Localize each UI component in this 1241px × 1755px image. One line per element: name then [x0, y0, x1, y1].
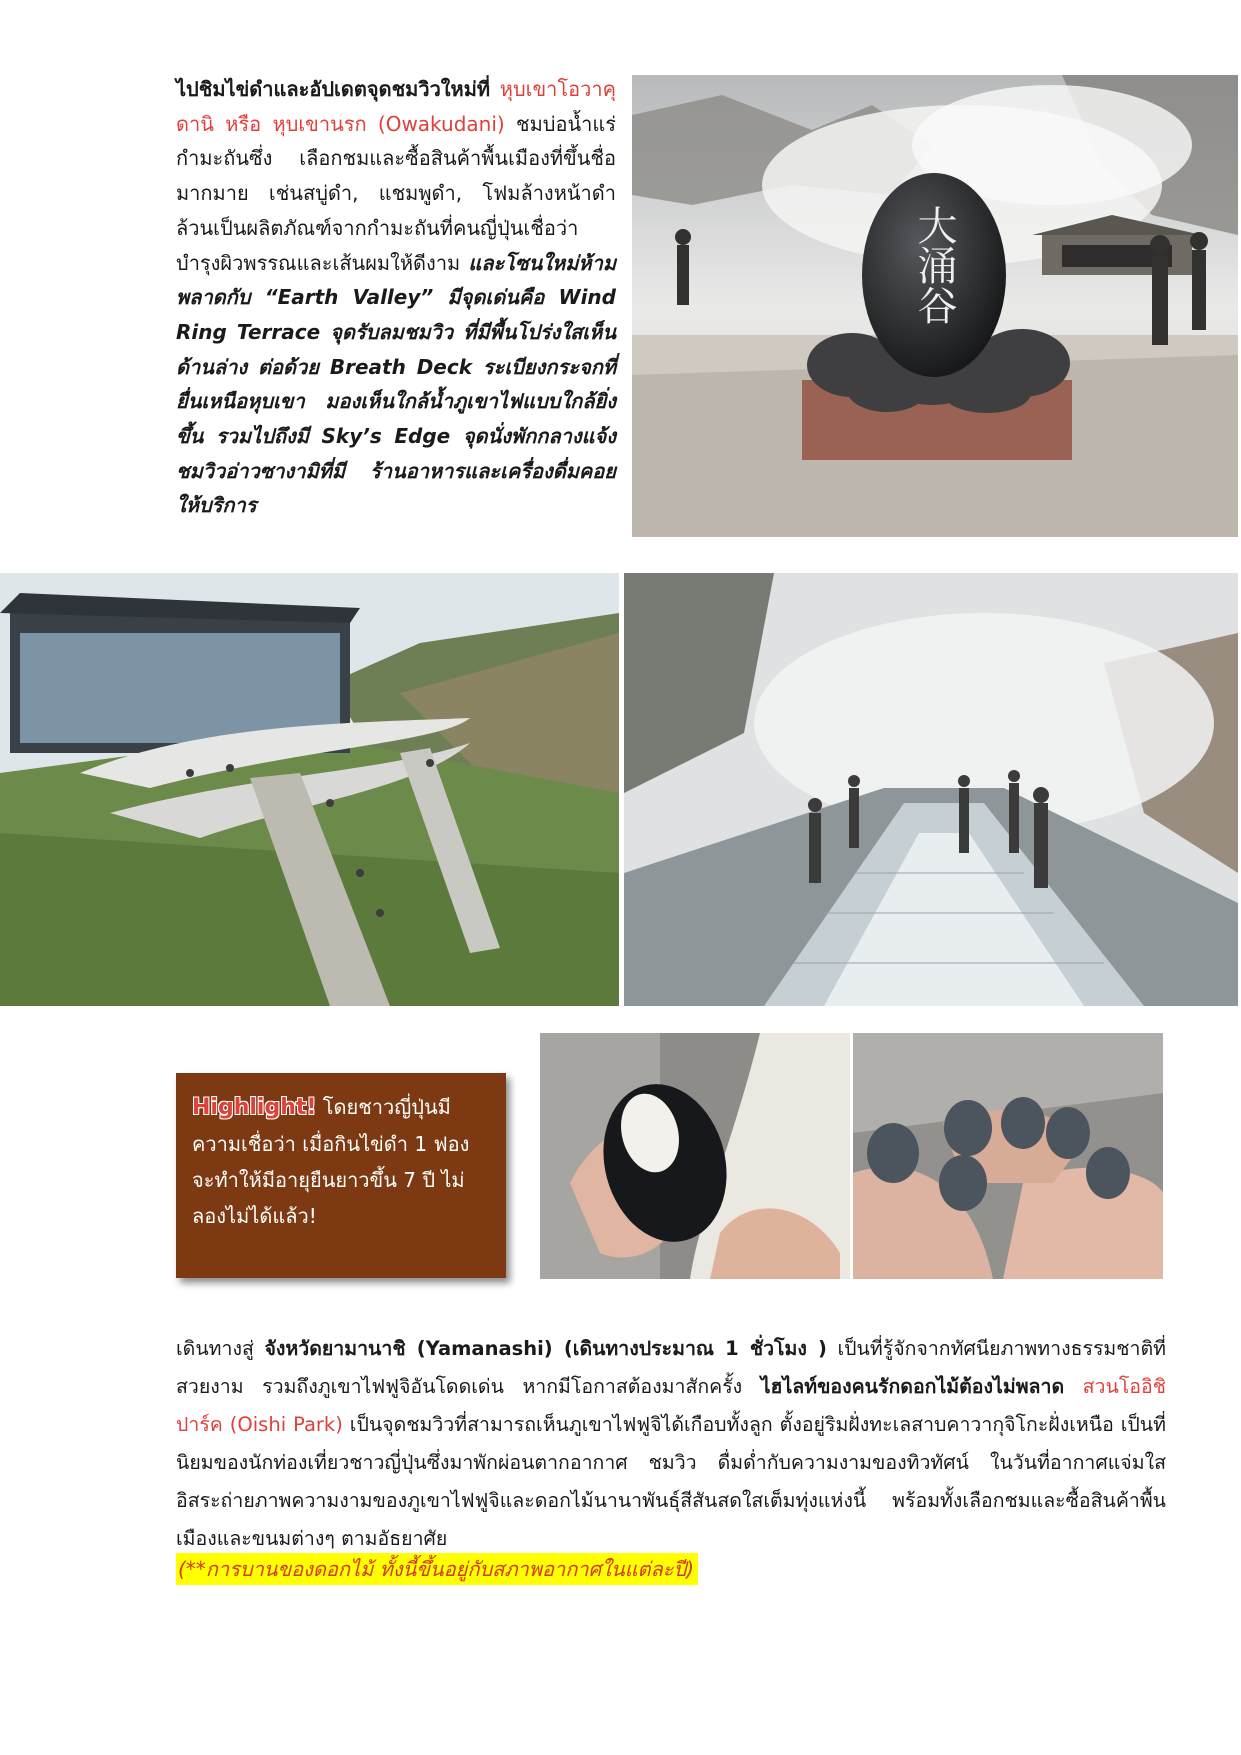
- egg-monument-characters: 大涌谷: [911, 205, 957, 325]
- intro-paragraph: [176, 72, 616, 523]
- yamanashi-paragraph: [176, 1330, 1166, 1558]
- highlight-box: [176, 1073, 506, 1278]
- photo-egg-monument: [632, 75, 1238, 537]
- highlight-text: โดยชาวญี่ปุ่นมีความเชื่อว่า เมื่อกินไข่ดำ 1 ฟอง จะทำให้มีอายุยืนยาวขึ้น 7 ปี ไม่ลองไม่ได้แล้ว!: [192, 1095, 470, 1228]
- flower-highlight: ไฮไลท์ของคนรักดอกไม้ต้องไม่พลาด: [760, 1375, 1065, 1398]
- photo-hands-black-eggs: [853, 1033, 1163, 1279]
- photo-peeled-black-egg: [540, 1033, 850, 1279]
- intro-text-1: ชมบ่อน้ำแร่กำมะถันซึ่ง เลือกชมและซื้อสินค้าพื้นเมืองที่ขึ้นชื่อมากมาย เช่นสบู่ดำ, แชมพูดำ, โฟมล้างหน้าดำ ล้วนเป็นผลิตภัณฑ์จากกำมะถันที่คนญี่ปุ่นเชื่อว่าบำรุงผิวพรรณและเส้นผมให้ดีงาม: [176, 111, 616, 275]
- body-text-1: เดินทางสู่: [176, 1337, 254, 1360]
- highlight-label: Highlight!: [192, 1095, 317, 1120]
- body-text-6: เป็นจุดชมวิวที่สามารถเห็นภูเขาไฟฟูจิได้เกือบทั้งลูก ตั้งอยู่ริมฝั่งทะเลสาบคาวากุจิโกะฝั่งเหนือ เป็นที่นิยมของนักท่องเที่ยวชาวญี่ปุ่นซึ่งมาพักผ่อนตากอากาศ ชมวิว ดื่มด่ำกับความงามของทิวทัศน์ ในวันที่อากาศแจ่มใส อิสระถ่ายภาพความงามของภูเขาไฟฟูจิและดอกไม้นานาพันธุ์สีสันสดใสเต็มทุ่งแห่งนี้ พร้อมทั้งเลือกชมและซื้อสินค้าพื้นเมืองและขนมต่างๆ ตามอัธยาศัย: [176, 1413, 1166, 1550]
- photo-breath-deck: [624, 573, 1238, 1006]
- flower-bloom-note: (**การบานของดอกไม้ ทั้งนี้ขึ้นอยู่กับสภาพอากาศในแต่ละปี): [176, 1553, 698, 1585]
- body-text-3: เป็นที่รู้จักจากทัศนียภาพทางธรรมชาติที่สวยงาม รวมถึงภูเขาไฟฟูจิอันโดดเด่น หากมีโอกาสต้องมาสักครั้ง: [176, 1337, 1166, 1398]
- intro-text-2: และโซนใหม่ห้ามพลาดกับ “Earth Valley” มีจุดเด่นคือ Wind Ring Terrace จุดรับลมชมวิว ที่มีพื้นโปร่งใสเห็นด้านล่าง ต่อด้วย Breath Deck ระเบียงกระจกที่ยื่นเหนือหุบเขา มองเห็นใกล้น้ำภูเขาไฟแบบใกล้ยิ่งขึ้น รวมไปถึงมี Sky’s Edge จุดนั่งพักกลางแจ้งชมวิวอ่าวซางามิที่มี ร้านอาหารและเครื่องดื่มคอยให้บริการ: [176, 250, 616, 518]
- intro-lead: ไปชิมไข่ดำและอัปเดตจุดชมวิวใหม่ที่: [176, 77, 491, 101]
- yamanashi-title: จังหวัดยามานาชิ (Yamanashi) (เดินทางประมาณ 1 ชั่วโมง ): [264, 1337, 827, 1360]
- oishi-park-name: สวนโออิชิ ปาร์ค (Oishi Park): [176, 1375, 1166, 1436]
- place-name-owakudani: หุบเขาโอวาคุดานิ หรือ หุบเขานรก (Owakudani): [176, 77, 616, 136]
- photo-wind-ring-terrace: [0, 573, 619, 1006]
